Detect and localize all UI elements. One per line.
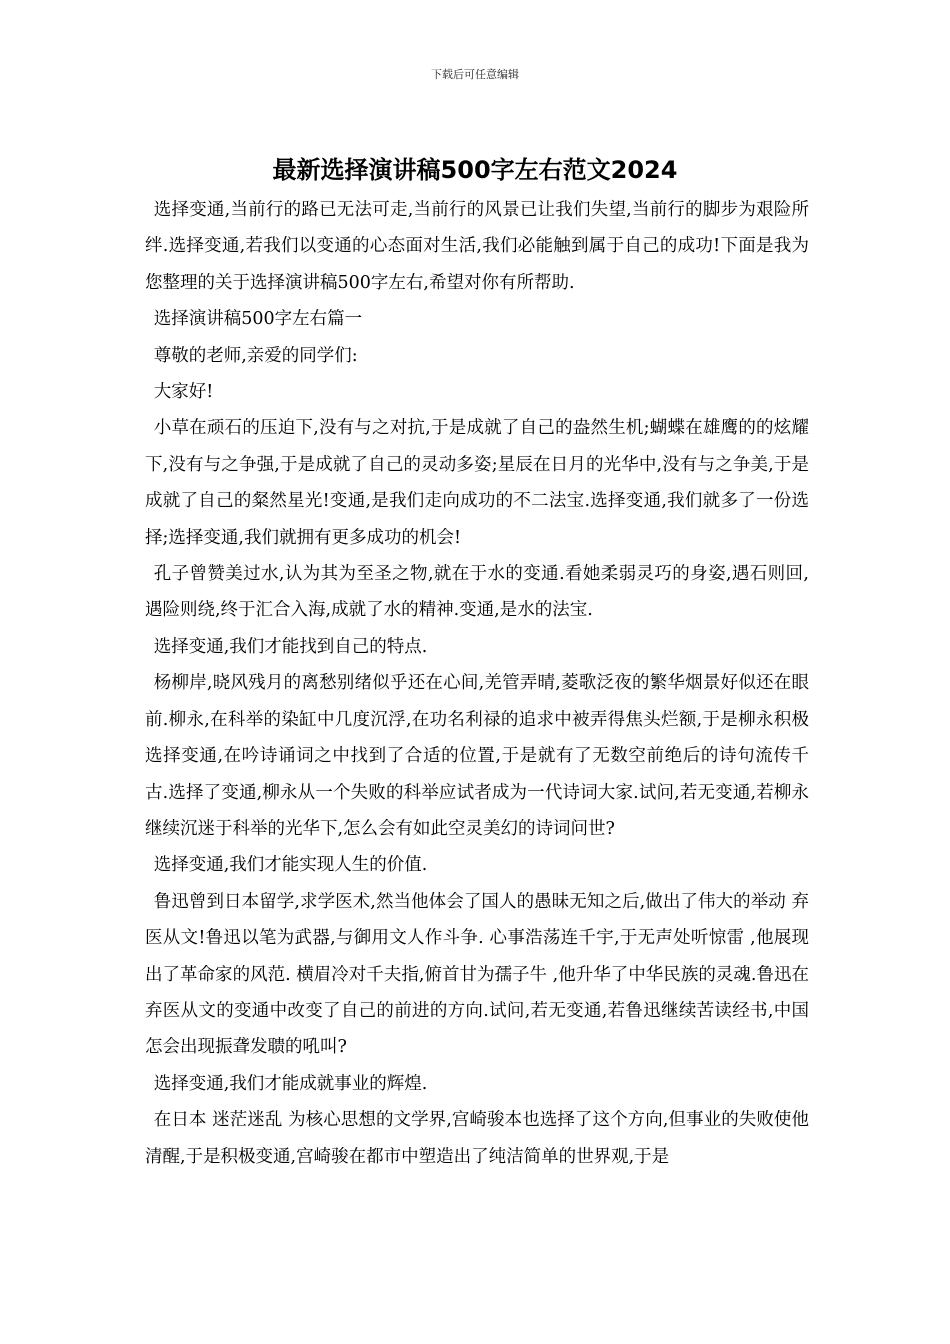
paragraph: 杨柳岸,晓风残月的离愁别绪似乎还在心间,羌管弄晴,菱歌泛夜的繁华烟景好似还在眼前.柳永,在科举的染缸中几度沉浮,在功名利禄的追求中被弄得焦头烂额,于是柳永积极选择变通,在吟诗诵词之中找到了合适的位置,于是就有了无数空前绝后的诗句流传千古.选择了变通,柳永从一个失败的科举应试者成为一代诗词大家.试问,若无变通,若柳永继续沉迷于科举的光华下,怎么会有如此空灵美幻的诗词问世? [145, 673, 809, 839]
paragraph: 孔子曾赞美过水,认为其为至圣之物,就在于水的变通.看她柔弱灵巧的身姿,遇石则回,遇险则绕,终于汇合入海,成就了水的精神.变通,是水的法宝. [145, 564, 809, 621]
paragraph: 尊敬的老师,亲爱的同学们: [153, 345, 358, 366]
document-body [145, 192, 809, 1175]
paragraph: 大家好! [153, 382, 214, 403]
paragraph: 选择变通,当前行的路已无法可走,当前行的风景已让我们失望,当前行的脚步为艰险所绊.选择变通,若我们以变通的心态面对生活,我们必能触到属于自己的成功!下面是我为您整理的关于选择演讲稿500字左右,希望对你有所帮助. [145, 200, 809, 293]
paragraph: 选择变通,我们才能找到自己的特点. [153, 636, 428, 657]
page-header-note: 下载后可任意编辑 [431, 68, 519, 81]
paragraph: 鲁迅曾到日本留学,求学医术,然当他体会了国人的愚昧无知之后,做出了伟大的举动 弃医从文!鲁迅以笔为武器,与御用文人作斗争. 心事浩荡连千宇,于无声处听惊雷 ,他展现出了革命家的风范. 横眉冷对千夫指,俯首甘为孺子牛 ,他升华了中华民族的灵魂.鲁迅在弃医从文的变通中改变了自己的前进的方向.试问,若无变通,若鲁迅继续苦读经书,中国怎会出现振聋发聩的吼叫? [145, 891, 809, 1058]
paragraph: 选择变通,我们才能成就事业的辉煌. [153, 1073, 428, 1094]
document-title: 最新选择演讲稿500字左右范文2024 [272, 156, 678, 184]
paragraph: 在日本 迷茫迷乱 为核心思想的文学界,宫崎骏本也选择了这个方向,但事业的失败使他清醒,于是积极变通,宫崎骏在都市中塑造出了纯洁简单的世界观,于是 [145, 1110, 809, 1167]
paragraph: 选择变通,我们才能实现人生的价值. [153, 855, 428, 876]
paragraph: 选择演讲稿500字左右篇一 [153, 309, 363, 330]
paragraph: 小草在顽石的压迫下,没有与之对抗,于是成就了自己的盎然生机;蝴蝶在雄鹰的的炫耀下,没有与之争强,于是成就了自己的灵动多姿;星辰在日月的光华中,没有与之争美,于是成就了自己的粲然星光!变通,是我们走向成功的不二法宝.选择变通,我们就多了一份选择;选择变通,我们就拥有更多成功的机会! [145, 418, 809, 548]
